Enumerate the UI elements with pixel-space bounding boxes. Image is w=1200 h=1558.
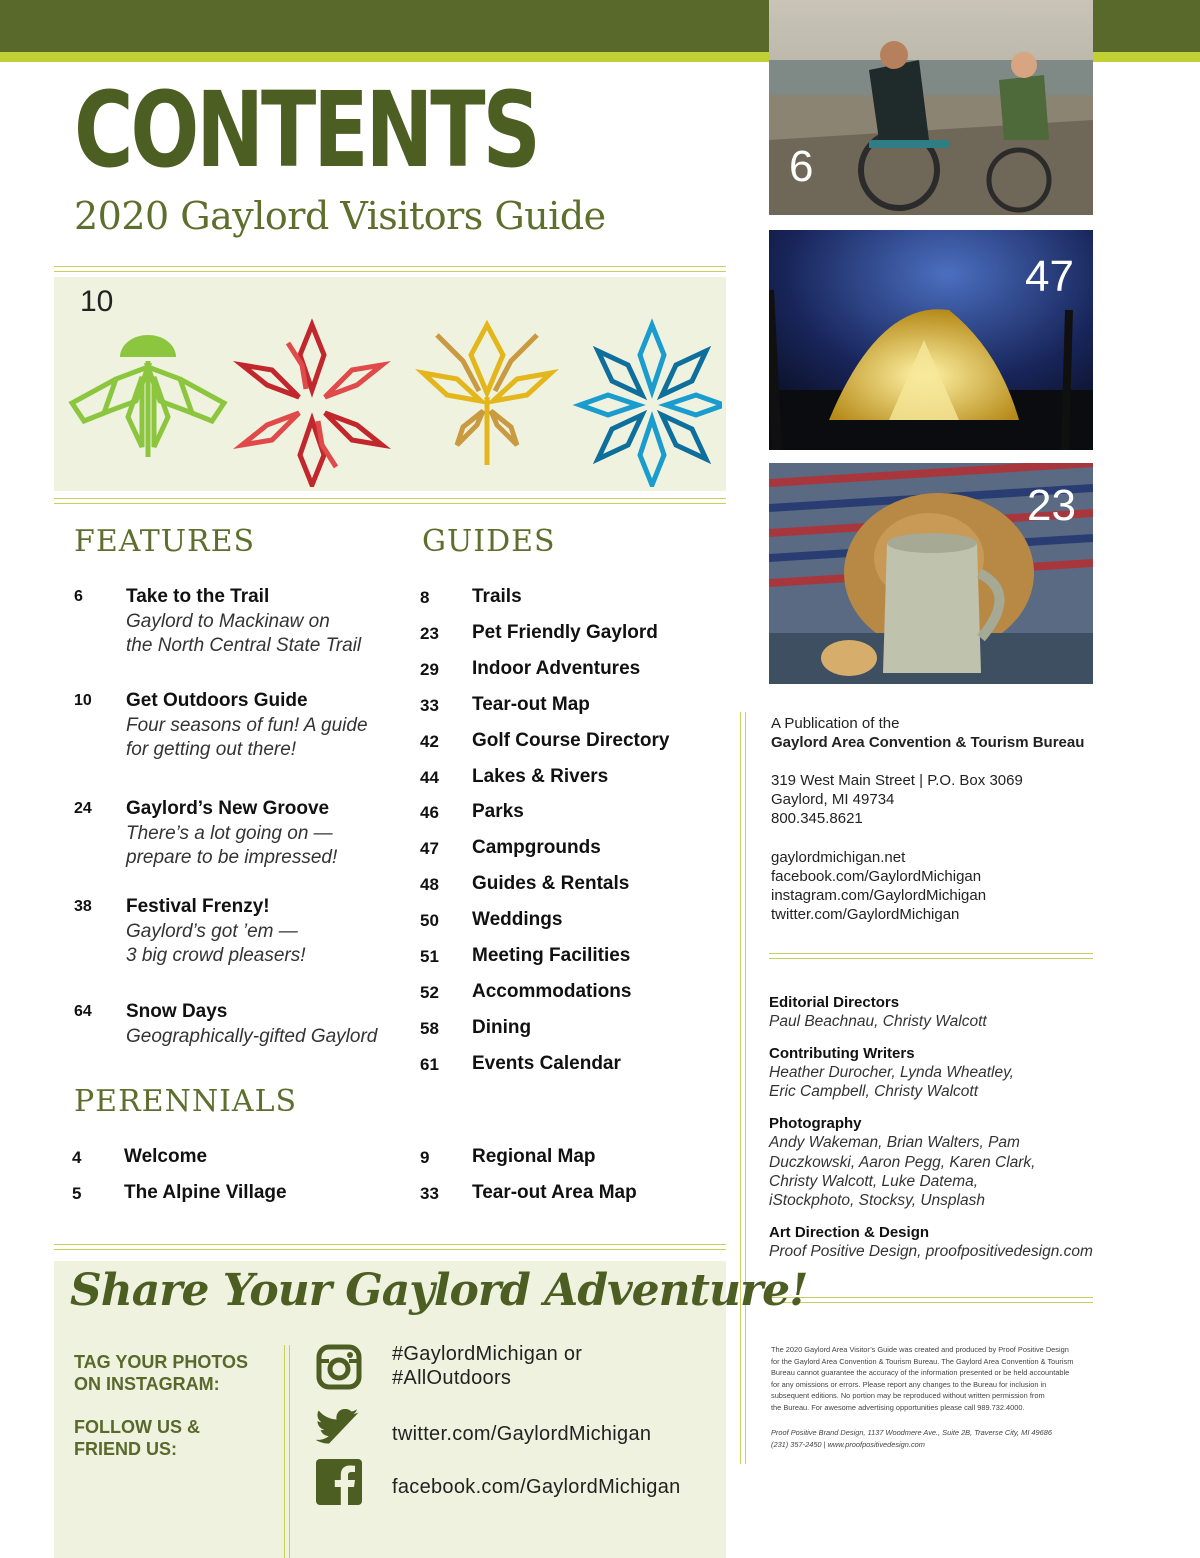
fine-print-line: Proof Positive Brand Design, 1137 Woodmere Ave., Suite 2B, Traverse City, MI 49686 xyxy=(771,1428,1052,1437)
publisher-intro: A Publication of the xyxy=(771,715,900,732)
guide-title: Accommodations xyxy=(472,981,632,1002)
guide-page: 61 xyxy=(420,1055,439,1074)
perennial-title: Welcome xyxy=(124,1146,208,1167)
column-divider xyxy=(740,712,746,1464)
publisher-address: 319 West Main Street | P.O. Box 3069 xyxy=(771,772,1023,789)
divider xyxy=(769,953,1093,959)
credit-names: Heather Durocher, Lynda Wheatley, xyxy=(769,1064,1014,1081)
credit-heading: Editorial Directors xyxy=(769,994,900,1011)
guide-page: 47 xyxy=(420,839,439,858)
feature-title: Gaylord’s New Groove xyxy=(126,798,330,819)
guide-page: 46 xyxy=(420,803,439,822)
share-divider xyxy=(284,1345,290,1558)
seasons-icon-row xyxy=(62,317,722,487)
guide-page: 58 xyxy=(420,1019,439,1038)
perennial-title: Tear-out Area Map xyxy=(472,1182,637,1203)
facebook-link[interactable]: facebook.com/GaylordMichigan xyxy=(392,1476,681,1498)
guide-page: 42 xyxy=(420,732,439,751)
credit-names: Paul Beachnau, Christy Walcott xyxy=(769,1013,987,1030)
feature-page: 10 xyxy=(74,692,92,709)
credit-names: iStockphoto, Stocksy, Unsplash xyxy=(769,1192,985,1209)
guide-title: Trails xyxy=(472,586,522,607)
photo-bikers xyxy=(769,0,1093,215)
guide-page: 29 xyxy=(420,660,439,679)
feature-title: Take to the Trail xyxy=(126,586,270,607)
guide-title: Lakes & Rivers xyxy=(472,766,609,787)
share-panel xyxy=(54,1261,808,1558)
divider xyxy=(54,1244,726,1250)
publisher-phone: 800.345.8621 xyxy=(771,810,863,827)
guide-page: 44 xyxy=(420,768,439,787)
red-star-flower-icon xyxy=(242,325,382,485)
perennial-page: 33 xyxy=(420,1184,439,1203)
fine-print-line: The 2020 Gaylord Area Visitor’s Guide was created and produced by Proof Positive Design xyxy=(771,1345,1069,1354)
guide-title: Tear-out Map xyxy=(472,694,590,715)
page-subtitle: 2020 Gaylord Visitors Guide xyxy=(74,194,606,238)
feature-title: Snow Days xyxy=(126,1001,228,1022)
fine-print-line: the Bureau. For awesome advertising opportunities please call 989.732.4000. xyxy=(771,1402,1025,1412)
fine-print xyxy=(771,1344,1073,1414)
guide-title: Pet Friendly Gaylord xyxy=(472,622,658,643)
guide-page: 23 xyxy=(420,624,439,643)
facebook-icon[interactable] xyxy=(316,1459,362,1505)
hero-page-number: 10 xyxy=(80,285,114,318)
feature-desc: Four seasons of fun! A guide xyxy=(126,715,368,736)
follow-us-label xyxy=(74,1416,200,1460)
tag-photos-line: TAG YOUR PHOTOS xyxy=(74,1352,249,1372)
divider xyxy=(769,1297,1093,1303)
follow-us-line: FOLLOW US & xyxy=(74,1417,200,1437)
guide-title: Campgrounds xyxy=(472,837,601,858)
credit-names: Proof Positive Design, proofpositivedesign.com xyxy=(769,1243,1093,1260)
credit-heading: Contributing Writers xyxy=(769,1045,915,1062)
feature-desc: the North Central State Trail xyxy=(126,635,362,656)
twitter-icon[interactable] xyxy=(316,1409,362,1447)
credit-heading: Art Direction & Design xyxy=(769,1224,930,1241)
guide-page: 48 xyxy=(420,875,439,894)
guide-title: Weddings xyxy=(472,909,563,930)
guide-title: Indoor Adventures xyxy=(472,658,641,679)
credit-names: Andy Wakeman, Brian Walters, Pam xyxy=(769,1134,1020,1151)
publisher-website-link[interactable]: gaylordmichigan.net xyxy=(771,849,906,866)
credit-names: Christy Walcott, Luke Datema, xyxy=(769,1173,979,1190)
photo-page-number: 23 xyxy=(1027,481,1076,530)
tag-photos-label xyxy=(74,1351,248,1395)
feature-desc: Geographically-gifted Gaylord xyxy=(126,1026,378,1047)
credit-names: Duczkowski, Aaron Pegg, Karen Clark, xyxy=(769,1154,1036,1171)
blue-snowflake-icon xyxy=(580,325,722,485)
publisher-twitter-link[interactable]: twitter.com/GaylordMichigan xyxy=(771,906,960,923)
guide-page: 51 xyxy=(420,947,439,966)
gold-leaf-icon xyxy=(423,325,551,465)
perennial-page: 5 xyxy=(72,1184,82,1203)
instagram-hashtag-line: #GaylordMichigan or xyxy=(392,1343,583,1365)
fine-print-line: subsequent editions. No portion may be reproduced without written permission from xyxy=(771,1391,1045,1401)
instagram-hashtags[interactable] xyxy=(392,1342,582,1390)
feature-desc: Gaylord to Mackinaw on xyxy=(126,611,330,632)
fine-print-line: for the Gaylord Area Convention & Tourism Bureau. The Gaylord Area Convention & Tourism xyxy=(771,1356,1074,1366)
tag-photos-line: ON INSTAGRAM: xyxy=(74,1374,220,1394)
page-title: CONTENTS xyxy=(74,69,538,191)
publisher-name: Gaylord Area Convention & Tourism Bureau xyxy=(771,734,1085,751)
credit-heading: Photography xyxy=(769,1115,862,1132)
guide-title: Guides & Rentals xyxy=(472,873,630,894)
perennial-page: 9 xyxy=(420,1148,430,1167)
divider xyxy=(54,498,726,504)
bikers-photo-image xyxy=(769,0,1093,215)
feature-desc: prepare to be impressed! xyxy=(126,847,338,868)
divider xyxy=(54,266,726,272)
feature-title: Get Outdoors Guide xyxy=(126,690,308,711)
guide-page: 33 xyxy=(420,696,439,715)
share-title: Share Your Gaylord Adventure! xyxy=(70,1265,808,1316)
feature-desc: There’s a lot going on — xyxy=(126,823,333,844)
guides-heading: GUIDES xyxy=(422,524,556,559)
feature-desc: for getting out there! xyxy=(126,739,297,760)
credit-names: Eric Campbell, Christy Walcott xyxy=(769,1083,979,1100)
follow-us-line: FRIEND US: xyxy=(74,1439,177,1459)
perennial-title: Regional Map xyxy=(472,1146,596,1167)
feature-page: 6 xyxy=(74,588,83,605)
feature-page: 38 xyxy=(74,898,92,915)
perennial-page: 4 xyxy=(72,1148,82,1167)
photo-puppy xyxy=(769,463,1093,684)
echinacea-flower-icon xyxy=(72,335,224,457)
publisher-instagram-link[interactable]: instagram.com/GaylordMichigan xyxy=(771,887,987,904)
guide-page: 50 xyxy=(420,911,439,930)
feature-page: 64 xyxy=(74,1003,92,1020)
fine-print-line: (231) 357-2450 | www.proofpositivedesign.com xyxy=(771,1439,925,1449)
instagram-hashtag-line: #AllOutdoors xyxy=(392,1367,512,1389)
photo-page-number: 47 xyxy=(1025,252,1074,301)
photo-page-number: 6 xyxy=(789,142,814,191)
perennials-heading: PERENNIALS xyxy=(74,1084,298,1119)
fine-print-line: for any omissions or errors. Please report any changes to the Bureau for inclusion in xyxy=(771,1379,1047,1389)
feature-desc: Gaylord’s got ’em — xyxy=(126,921,298,942)
photo-tent xyxy=(769,230,1093,450)
guide-title: Meeting Facilities xyxy=(472,945,631,966)
fine-print-line: Bureau cannot guarantee the accuracy of the information presented or be held accountable xyxy=(771,1368,1070,1378)
guide-title: Dining xyxy=(472,1017,532,1038)
guide-title: Events Calendar xyxy=(472,1053,621,1074)
hero-panel xyxy=(54,277,726,491)
guide-title: Parks xyxy=(472,801,524,822)
twitter-link[interactable]: twitter.com/GaylordMichigan xyxy=(392,1423,652,1445)
feature-page: 24 xyxy=(74,800,92,817)
guide-page: 52 xyxy=(420,983,439,1002)
publisher-facebook-link[interactable]: facebook.com/GaylordMichigan xyxy=(771,868,982,885)
guide-title: Golf Course Directory xyxy=(472,730,670,751)
instagram-icon[interactable] xyxy=(316,1344,362,1390)
feature-desc: 3 big crowd pleasers! xyxy=(126,945,306,966)
fine-print-address xyxy=(771,1427,1052,1450)
guide-page: 8 xyxy=(420,588,430,607)
perennial-title: The Alpine Village xyxy=(124,1182,287,1203)
publisher-city: Gaylord, MI 49734 xyxy=(771,791,895,808)
feature-title: Festival Frenzy! xyxy=(126,896,270,917)
features-heading: FEATURES xyxy=(74,524,256,559)
